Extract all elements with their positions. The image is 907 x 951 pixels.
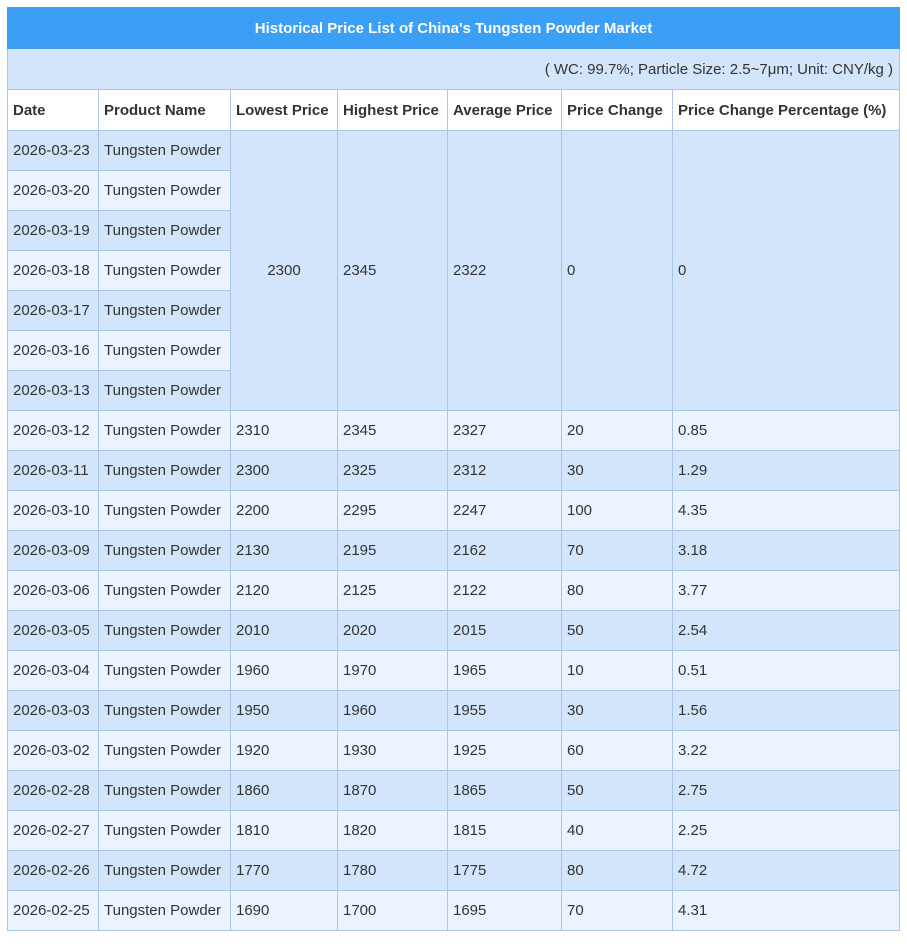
- table-row: [8, 451, 900, 491]
- price-change-cell: 50: [562, 771, 673, 811]
- lowest-price-cell: 2300: [231, 451, 338, 491]
- highest-price-cell: 1960: [338, 691, 448, 731]
- product-name-cell: Tungsten Powder: [99, 651, 231, 691]
- product-name-cell: Tungsten Powder: [99, 371, 231, 411]
- product-name-cell: Tungsten Powder: [99, 611, 231, 651]
- product-name-cell: Tungsten Powder: [99, 811, 231, 851]
- average-price-cell: 2015: [448, 611, 562, 651]
- header-price-change-percentage: Price Change Percentage (%): [673, 90, 900, 131]
- date-cell: 2026-03-10: [8, 491, 99, 531]
- lowest-price-cell: 2310: [231, 411, 338, 451]
- date-cell: 2026-03-18: [8, 251, 99, 291]
- date-cell: 2026-03-03: [8, 691, 99, 731]
- highest-price-cell: 2295: [338, 491, 448, 531]
- header-row: [8, 90, 900, 131]
- lowest-price-cell: 2300: [231, 131, 338, 411]
- spec-note: ( WC: 99.7%; Particle Size: 2.5~7μm; Unit: CNY/kg ): [8, 49, 900, 90]
- highest-price-cell: 1970: [338, 651, 448, 691]
- average-price-cell: 1695: [448, 891, 562, 931]
- date-cell: 2026-03-23: [8, 131, 99, 171]
- table-row: [8, 131, 900, 171]
- lowest-price-cell: 2120: [231, 571, 338, 611]
- price-change-cell: 50: [562, 611, 673, 651]
- spec-row: [8, 49, 900, 90]
- price-table-container: [7, 7, 899, 931]
- average-price-cell: 1965: [448, 651, 562, 691]
- table-row: [8, 571, 900, 611]
- price-change-percentage-cell: 3.22: [673, 731, 900, 771]
- date-cell: 2026-03-04: [8, 651, 99, 691]
- product-name-cell: Tungsten Powder: [99, 491, 231, 531]
- product-name-cell: Tungsten Powder: [99, 331, 231, 371]
- table-row: [8, 851, 900, 891]
- price-change-percentage-cell: 0.51: [673, 651, 900, 691]
- highest-price-cell: 1870: [338, 771, 448, 811]
- price-change-cell: 30: [562, 451, 673, 491]
- table-row: [8, 731, 900, 771]
- product-name-cell: Tungsten Powder: [99, 171, 231, 211]
- title-row: [8, 8, 900, 49]
- product-name-cell: Tungsten Powder: [99, 131, 231, 171]
- price-change-percentage-cell: 0.85: [673, 411, 900, 451]
- lowest-price-cell: 2010: [231, 611, 338, 651]
- price-change-cell: 80: [562, 571, 673, 611]
- price-change-cell: 10: [562, 651, 673, 691]
- average-price-cell: 1925: [448, 731, 562, 771]
- highest-price-cell: 2325: [338, 451, 448, 491]
- table-row: [8, 691, 900, 731]
- price-change-percentage-cell: 2.25: [673, 811, 900, 851]
- average-price-cell: 2162: [448, 531, 562, 571]
- average-price-cell: 2312: [448, 451, 562, 491]
- product-name-cell: Tungsten Powder: [99, 731, 231, 771]
- price-change-percentage-cell: 2.54: [673, 611, 900, 651]
- highest-price-cell: 1700: [338, 891, 448, 931]
- table-row: [8, 771, 900, 811]
- table-row: [8, 491, 900, 531]
- price-change-percentage-cell: 3.77: [673, 571, 900, 611]
- highest-price-cell: 2345: [338, 411, 448, 451]
- date-cell: 2026-03-05: [8, 611, 99, 651]
- date-cell: 2026-03-19: [8, 211, 99, 251]
- date-cell: 2026-02-27: [8, 811, 99, 851]
- lowest-price-cell: 1920: [231, 731, 338, 771]
- table-title: Historical Price List of China's Tungsten Powder Market: [8, 8, 900, 49]
- product-name-cell: Tungsten Powder: [99, 891, 231, 931]
- date-cell: 2026-03-02: [8, 731, 99, 771]
- price-change-percentage-cell: 4.35: [673, 491, 900, 531]
- price-change-percentage-cell: 3.18: [673, 531, 900, 571]
- lowest-price-cell: 1770: [231, 851, 338, 891]
- price-change-cell: 30: [562, 691, 673, 731]
- product-name-cell: Tungsten Powder: [99, 531, 231, 571]
- header-price-change: Price Change: [562, 90, 673, 131]
- price-change-percentage-cell: 1.29: [673, 451, 900, 491]
- table-row: [8, 531, 900, 571]
- table-row: [8, 811, 900, 851]
- average-price-cell: 2327: [448, 411, 562, 451]
- date-cell: 2026-03-06: [8, 571, 99, 611]
- date-cell: 2026-03-13: [8, 371, 99, 411]
- highest-price-cell: 2345: [338, 131, 448, 411]
- lowest-price-cell: 1950: [231, 691, 338, 731]
- highest-price-cell: 2125: [338, 571, 448, 611]
- price-change-cell: 100: [562, 491, 673, 531]
- price-change-percentage-cell: 4.72: [673, 851, 900, 891]
- highest-price-cell: 2195: [338, 531, 448, 571]
- date-cell: 2026-03-11: [8, 451, 99, 491]
- header-average-price: Average Price: [448, 90, 562, 131]
- lowest-price-cell: 1690: [231, 891, 338, 931]
- date-cell: 2026-03-09: [8, 531, 99, 571]
- product-name-cell: Tungsten Powder: [99, 291, 231, 331]
- price-change-percentage-cell: 2.75: [673, 771, 900, 811]
- price-change-percentage-cell: 1.56: [673, 691, 900, 731]
- price-change-cell: 40: [562, 811, 673, 851]
- price-change-cell: 70: [562, 891, 673, 931]
- date-cell: 2026-03-20: [8, 171, 99, 211]
- average-price-cell: 2122: [448, 571, 562, 611]
- date-cell: 2026-03-16: [8, 331, 99, 371]
- price-change-cell: 0: [562, 131, 673, 411]
- header-product-name: Product Name: [99, 90, 231, 131]
- average-price-cell: 2322: [448, 131, 562, 411]
- price-change-cell: 20: [562, 411, 673, 451]
- table-row: [8, 651, 900, 691]
- price-change-percentage-cell: 0: [673, 131, 900, 411]
- product-name-cell: Tungsten Powder: [99, 691, 231, 731]
- product-name-cell: Tungsten Powder: [99, 411, 231, 451]
- price-change-cell: 70: [562, 531, 673, 571]
- price-change-cell: 60: [562, 731, 673, 771]
- average-price-cell: 1955: [448, 691, 562, 731]
- header-date: Date: [8, 90, 99, 131]
- price-change-percentage-cell: 4.31: [673, 891, 900, 931]
- product-name-cell: Tungsten Powder: [99, 851, 231, 891]
- lowest-price-cell: 2200: [231, 491, 338, 531]
- lowest-price-cell: 1810: [231, 811, 338, 851]
- average-price-cell: 1865: [448, 771, 562, 811]
- date-cell: 2026-02-28: [8, 771, 99, 811]
- date-cell: 2026-02-26: [8, 851, 99, 891]
- average-price-cell: 1775: [448, 851, 562, 891]
- date-cell: 2026-03-12: [8, 411, 99, 451]
- product-name-cell: Tungsten Powder: [99, 451, 231, 491]
- table-row: [8, 891, 900, 931]
- average-price-cell: 1815: [448, 811, 562, 851]
- lowest-price-cell: 1860: [231, 771, 338, 811]
- highest-price-cell: 1820: [338, 811, 448, 851]
- highest-price-cell: 1780: [338, 851, 448, 891]
- header-lowest-price: Lowest Price: [231, 90, 338, 131]
- price-change-cell: 80: [562, 851, 673, 891]
- product-name-cell: Tungsten Powder: [99, 211, 231, 251]
- table-row: [8, 411, 900, 451]
- date-cell: 2026-02-25: [8, 891, 99, 931]
- product-name-cell: Tungsten Powder: [99, 771, 231, 811]
- table-row: [8, 611, 900, 651]
- date-cell: 2026-03-17: [8, 291, 99, 331]
- lowest-price-cell: 2130: [231, 531, 338, 571]
- header-highest-price: Highest Price: [338, 90, 448, 131]
- price-table: [7, 7, 900, 931]
- product-name-cell: Tungsten Powder: [99, 251, 231, 291]
- product-name-cell: Tungsten Powder: [99, 571, 231, 611]
- highest-price-cell: 1930: [338, 731, 448, 771]
- average-price-cell: 2247: [448, 491, 562, 531]
- lowest-price-cell: 1960: [231, 651, 338, 691]
- highest-price-cell: 2020: [338, 611, 448, 651]
